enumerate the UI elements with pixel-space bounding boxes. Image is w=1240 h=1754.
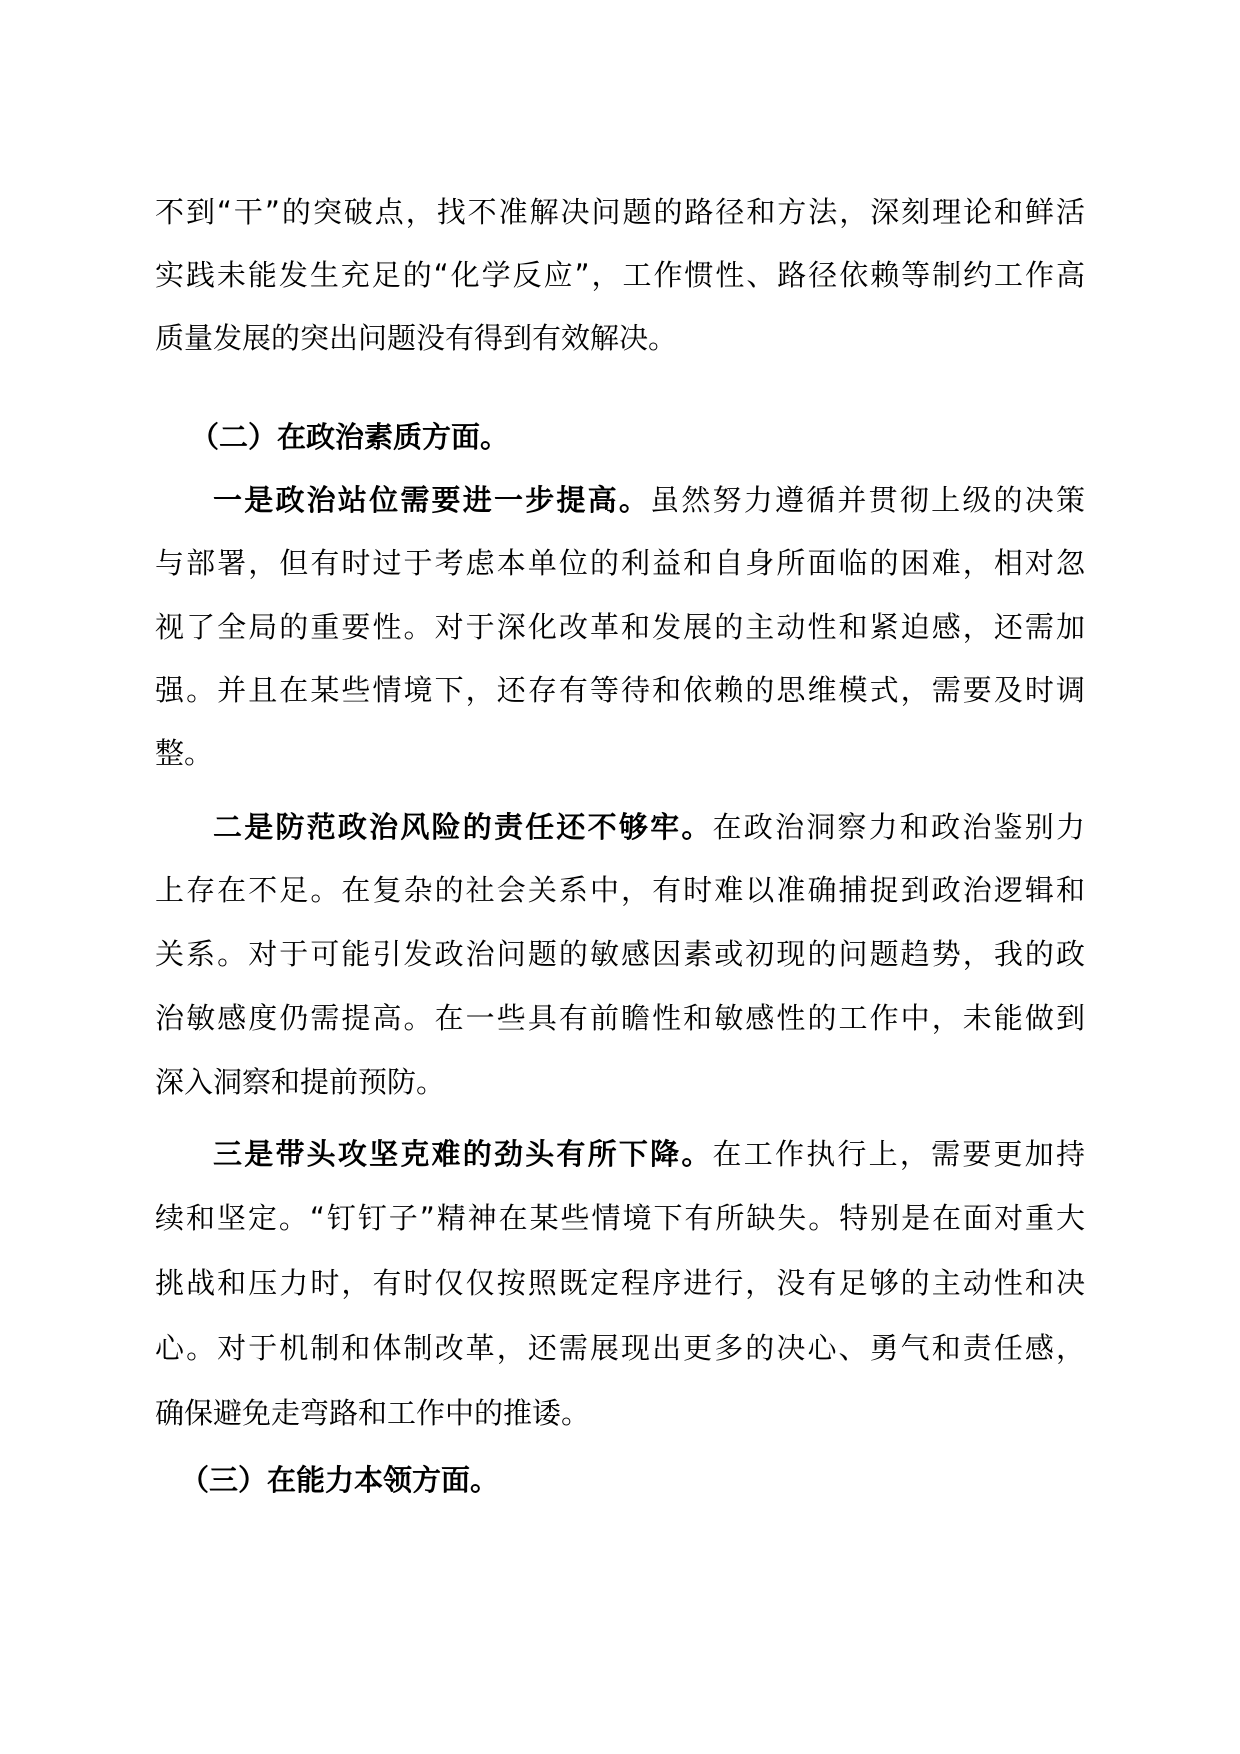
- paragraph-line: 视了全局的重要性。对于深化改革和发展的主动性和紧迫感，还需加: [155, 610, 1085, 644]
- paragraph-first-line: [213, 478, 1085, 522]
- paragraph-line: 整。: [155, 736, 214, 770]
- paragraph-lead: 二是防范政治风险的责任还不够牢。: [213, 810, 713, 844]
- paragraph-line: 与部署，但有时过于考虑本单位的利益和自身所面临的困难，相对忽: [155, 546, 1085, 580]
- paragraph-line: 关系。对于可能引发政治问题的敏感因素或初现的问题趋势，我的政: [155, 937, 1085, 971]
- paragraph-line: 挑战和压力时，有时仅仅按照既定程序进行，没有足够的主动性和决: [155, 1266, 1085, 1300]
- paragraph-line: 确保避免走弯路和工作中的推诿。: [155, 1396, 591, 1430]
- paragraph-line: 治敏感度仍需提高。在一些具有前瞻性和敏感性的工作中，未能做到: [155, 1001, 1085, 1035]
- paragraph-line: 实践未能发生充足的“化学反应”，工作惯性、路径依赖等制约工作高: [155, 258, 1085, 292]
- paragraph-line: 质量发展的突出问题没有得到有效解决。: [155, 321, 678, 355]
- section-heading-2: （二）在政治素质方面。: [190, 420, 510, 454]
- paragraph-text: 在工作执行上，需要更加持: [712, 1137, 1085, 1171]
- paragraph-lead: 三是带头攻坚克难的劲头有所下降。: [213, 1137, 713, 1171]
- paragraph-line: 强。并且在某些情境下，还存有等待和依赖的思维模式，需要及时调: [155, 673, 1085, 707]
- paragraph-line: 不到“干”的突破点，找不准解决问题的路径和方法，深刻理论和鲜活: [155, 195, 1085, 229]
- section-heading-3: （三）在能力本领方面。: [180, 1463, 500, 1497]
- paragraph-text: 在政治洞察力和政治鉴别力: [712, 810, 1085, 844]
- paragraph-line: 续和坚定。“钉钉子”精神在某些情境下有所缺失。特别是在面对重大: [155, 1201, 1085, 1235]
- paragraph-first-line: [213, 1132, 1085, 1176]
- paragraph-lead: 一是政治站位需要进一步提高。: [213, 483, 651, 517]
- paragraph-line: 上存在不足。在复杂的社会关系中，有时难以准确捕捉到政治逻辑和: [155, 873, 1085, 907]
- paragraph-first-line: [213, 805, 1085, 849]
- paragraph-line: 深入洞察和提前预防。: [155, 1065, 446, 1099]
- paragraph-text: 虽然努力遵循并贯彻上级的决策: [650, 483, 1085, 517]
- paragraph-line: 心。对于机制和体制改革，还需展现出更多的决心、勇气和责任感，: [155, 1331, 1085, 1365]
